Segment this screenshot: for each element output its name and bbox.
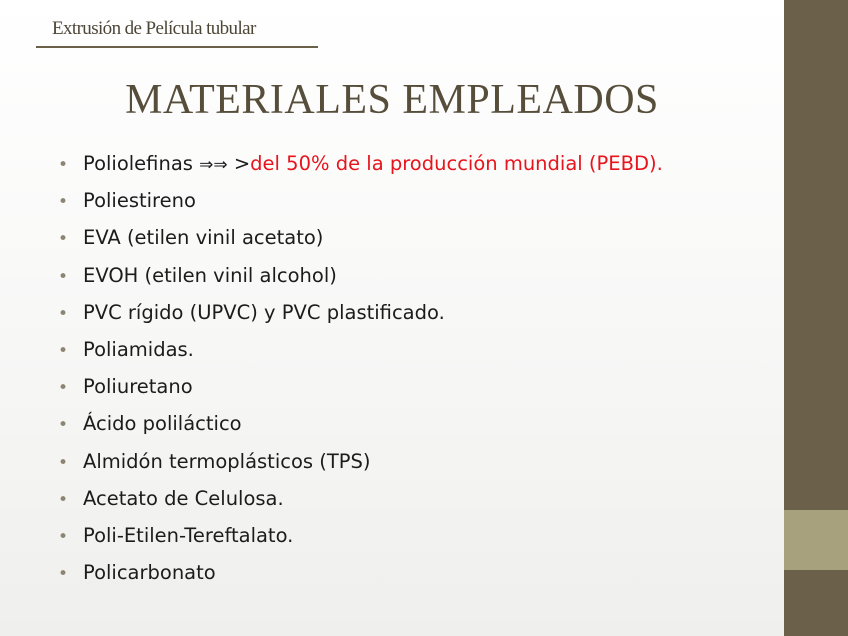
bullet-text: EVA (etilen vinil acetato) <box>83 226 324 250</box>
bullet-item <box>58 264 770 301</box>
bullet-icon: • <box>58 526 69 547</box>
bullet-item <box>58 338 770 375</box>
bullet-text <box>83 152 663 175</box>
bullet-text: Policarbonato <box>83 561 216 585</box>
bullet-text: PVC rígido (UPVC) y PVC plastificado. <box>83 300 445 324</box>
bullet-item-poliolefinas <box>58 152 770 189</box>
bullet-text: Ácido poliláctico <box>83 412 242 436</box>
bullet-item <box>58 375 770 412</box>
bullet-text: EVOH (etilen vinil alcohol) <box>83 263 337 287</box>
bullet-text: Almidón termoplásticos (TPS) <box>83 449 371 473</box>
bullet-icon: • <box>58 229 69 250</box>
bullet-prefix: Poliolefinas <box>83 152 200 175</box>
bullet-item <box>58 412 770 449</box>
bullet-text: Poliamidas. <box>83 337 194 361</box>
bullet-icon: • <box>58 415 69 436</box>
bullet-icon: • <box>58 303 69 324</box>
greater-than-sign: > <box>227 152 251 175</box>
bullet-item <box>58 524 770 561</box>
bullet-icon: • <box>58 192 69 213</box>
bullet-icon: • <box>58 155 69 175</box>
bullet-icon: • <box>58 266 69 287</box>
double-arrow-icon: ⇒⇒ <box>199 155 228 175</box>
bullet-list <box>58 152 770 598</box>
bullet-item <box>58 561 770 598</box>
bullet-text: Acetato de Celulosa. <box>83 486 284 510</box>
header-underline <box>36 46 318 48</box>
header-title: Extrusión de Película tubular <box>52 18 256 39</box>
bullet-icon: • <box>58 452 69 473</box>
bullet-item <box>58 450 770 487</box>
sidebar-accent-block <box>784 510 848 570</box>
bullet-item <box>58 226 770 263</box>
bullet-text: Poliestireno <box>83 189 196 213</box>
bullet-highlight: del 50% de la producción mundial (PEBD). <box>250 152 663 175</box>
bullet-text: Poliuretano <box>83 375 193 399</box>
slide-title: MATERIALES EMPLEADOS <box>125 77 659 123</box>
bullet-icon: • <box>58 489 69 510</box>
bullet-text: Poli-Etilen-Tereftalato. <box>83 523 294 547</box>
bullet-icon: • <box>58 340 69 361</box>
bullet-icon: • <box>58 564 69 585</box>
bullet-item <box>58 487 770 524</box>
bullet-item <box>58 189 770 226</box>
bullet-icon: • <box>58 378 69 399</box>
bullet-item <box>58 301 770 338</box>
